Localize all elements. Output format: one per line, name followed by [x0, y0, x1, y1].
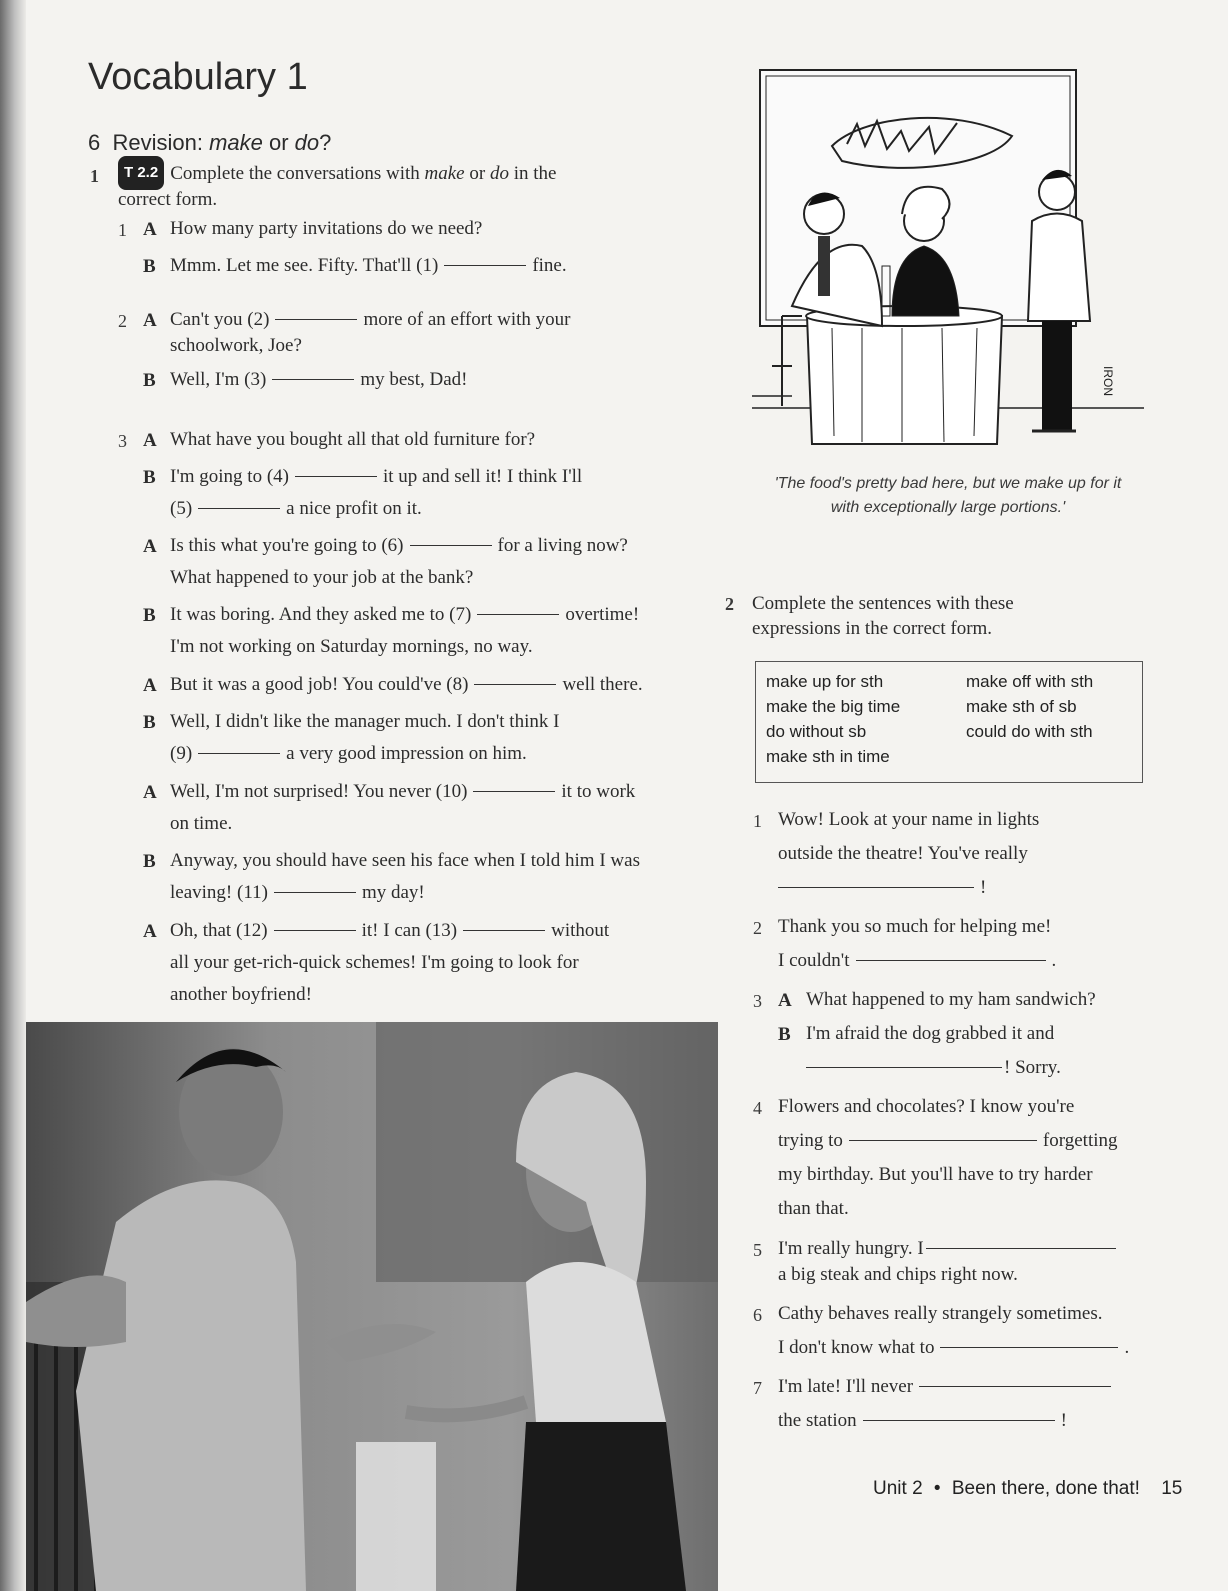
sentence-line: I'm afraid the dog grabbed it and [806, 1023, 1055, 1044]
expression-item: could do with sth [966, 722, 1093, 741]
answer-blank[interactable] [863, 1420, 1055, 1421]
sentence-line [778, 945, 1056, 977]
expression-item: make up for sth [766, 672, 884, 691]
speaker-label: B [143, 256, 156, 277]
exercise-2-number: 2 [725, 594, 734, 614]
line-text: I don't know what to [778, 1337, 935, 1358]
cartoon-caption [752, 472, 1144, 520]
conversation-number: 3 [118, 431, 127, 451]
speaker-label: A [143, 536, 157, 557]
sentence-line [778, 872, 986, 904]
line-text: a nice profit on it. [286, 498, 422, 519]
answer-blank[interactable] [274, 930, 356, 931]
line-text: I couldn't [778, 950, 850, 971]
speaker-label: A [143, 219, 157, 240]
dialogue-line: How many party invitations do we need? [170, 218, 483, 239]
sentence-line: Flowers and chocolates? I know you're [778, 1096, 1075, 1117]
dialogue-line: What have you bought all that old furniture for? [170, 429, 536, 450]
answer-blank[interactable] [275, 319, 357, 320]
dialogue-line: I'm not working on Saturday mornings, no way. [170, 636, 533, 657]
dialogue-line [170, 915, 609, 947]
answer-blank[interactable] [919, 1386, 1111, 1387]
section-heading [88, 130, 331, 156]
item-number: 6 [753, 1305, 762, 1325]
line-text: Oh, that (12) [170, 920, 268, 941]
answer-blank[interactable] [926, 1248, 1116, 1249]
sentence-line [806, 1052, 1061, 1084]
speaker-label: A [778, 990, 792, 1011]
line-text: I'm going to (4) [170, 466, 289, 487]
line-text: fine. [532, 255, 567, 276]
dialogue-line [170, 877, 425, 909]
answer-blank[interactable] [463, 930, 545, 931]
expression-item: make the big time [766, 697, 901, 716]
dialogue-line [170, 776, 635, 808]
page-footer [873, 1478, 1182, 1500]
line-text: Well, I'm (3) [170, 369, 267, 390]
answer-blank[interactable] [198, 508, 280, 509]
line-text: my day! [361, 882, 425, 903]
line-text: a very good impression on him. [286, 743, 527, 764]
audio-track-badge: T 2.2 [118, 156, 164, 190]
section-title-text: Revision: [112, 130, 210, 155]
line-text: the station [778, 1410, 857, 1431]
item-number: 5 [753, 1240, 762, 1260]
answer-blank[interactable] [778, 887, 974, 888]
line-text: it up and sell it! I think I'll [383, 466, 583, 487]
dialogue-line: on time. [170, 813, 233, 834]
line-text: without [551, 920, 610, 941]
expression-item: make sth of sb [966, 697, 1077, 716]
answer-blank[interactable] [444, 265, 526, 266]
item-number: 2 [753, 918, 762, 938]
line-text: forgetting [1042, 1130, 1118, 1151]
answer-blank[interactable] [940, 1347, 1118, 1348]
speaker-label: B [778, 1024, 791, 1045]
exercise-2-instruction: Complete the sentences with these [752, 593, 1014, 614]
answer-blank[interactable] [474, 684, 556, 685]
section-title-q: ? [319, 130, 332, 155]
speaker-label: B [143, 370, 156, 391]
sentence-line [778, 1371, 1117, 1403]
line-text: But it was a good job! You could've (8) [170, 674, 469, 695]
speaker-label: A [143, 310, 157, 331]
dialogue-line: schoolwork, Joe? [170, 335, 302, 356]
footer-title: Been there, done that! [951, 1478, 1140, 1499]
line-text: . [1051, 950, 1057, 971]
instr-make: make [424, 163, 465, 184]
speaker-label: B [143, 851, 156, 872]
caption-line: 'The food's pretty bad here, but we make up for it [774, 475, 1122, 492]
line-text: it! I can (13) [361, 920, 458, 941]
line-text: it to work [561, 781, 636, 802]
exercise-1-number: 1 [90, 166, 99, 186]
item-number: 1 [753, 811, 762, 831]
line-text: It was boring. And they asked me to (7) [170, 604, 472, 625]
exercise-1-instruction-line2: correct form. [118, 189, 218, 210]
page-title: Vocabulary 1 [88, 56, 308, 98]
speaker-label: A [143, 430, 157, 451]
sentence-line: What happened to my ham sandwich? [806, 989, 1096, 1010]
line-text: (9) [170, 743, 193, 764]
dialogue-line: another boyfriend! [170, 984, 312, 1005]
line-text: Can't you (2) [170, 309, 270, 330]
conversation-number: 1 [118, 220, 127, 240]
footer-unit: Unit 2 [873, 1478, 923, 1499]
dialogue-line [170, 364, 467, 396]
speaker-label: B [143, 467, 156, 488]
answer-blank[interactable] [295, 476, 377, 477]
sentence-line: Thank you so much for helping me! [778, 916, 1052, 937]
line-text: well there. [562, 674, 643, 695]
answer-blank[interactable] [856, 960, 1046, 961]
sentence-line: outside the theatre! You've really [778, 843, 1028, 864]
sentence-line [778, 1332, 1129, 1364]
answer-blank[interactable] [272, 379, 354, 380]
line-text: Well, I'm not surprised! You never (10) [170, 781, 468, 802]
footer-separator: • [933, 1478, 941, 1499]
sentence-line: Cathy behaves really strangely sometimes. [778, 1303, 1103, 1324]
item-number: 7 [753, 1378, 762, 1398]
exercise-2-instruction: expressions in the correct form. [752, 618, 993, 639]
dialogue-line [170, 599, 639, 631]
line-text: ! [1060, 1410, 1067, 1431]
section-number: 6 [88, 130, 101, 155]
dialogue-line [170, 738, 527, 770]
dialogue-line: Anyway, you should have seen his face when I told him I was [170, 850, 640, 871]
item-number: 4 [753, 1098, 762, 1118]
cartoonist-signature: IRON [1101, 366, 1115, 396]
section-title-or: or [262, 130, 295, 155]
instr-a: Complete the conversations with [170, 163, 425, 184]
answer-blank[interactable] [198, 753, 280, 754]
section-title-do: do [294, 130, 320, 155]
couple-arguing-photo [26, 1022, 718, 1591]
sentence-line: my birthday. But you'll have to try harder [778, 1164, 1093, 1185]
sentence-line [778, 1125, 1118, 1157]
instr-b: in the [508, 163, 557, 184]
speaker-label: A [143, 675, 157, 696]
line-text: Is this what you're going to (6) [170, 535, 404, 556]
expression-item: do without sb [766, 722, 867, 741]
dialogue-line: What happened to your job at the bank? [170, 567, 474, 588]
instr-or: or [464, 163, 490, 184]
item-number: 3 [753, 991, 762, 1011]
speaker-label: A [143, 921, 157, 942]
answer-blank[interactable] [849, 1140, 1037, 1141]
answer-blank[interactable] [410, 545, 492, 546]
instr-do: do [489, 163, 509, 184]
dialogue-line [170, 669, 643, 701]
speaker-label: A [143, 782, 157, 803]
section-title-make: make [209, 130, 263, 155]
caption-line: with exceptionally large portions.' [830, 499, 1066, 516]
expression-box [755, 661, 1143, 783]
line-text: ! [980, 877, 987, 898]
dialogue-line: all your get-rich-quick schemes! I'm going to look for [170, 952, 579, 973]
line-text: overtime! [565, 604, 640, 625]
dialogue-line [170, 250, 567, 282]
sentence-line: a big steak and chips right now. [778, 1264, 1018, 1285]
dialogue-line [170, 461, 582, 493]
answer-blank[interactable] [477, 614, 559, 615]
page-number: 15 [1161, 1478, 1183, 1499]
dialogue-line [170, 530, 628, 562]
line-text: (5) [170, 498, 193, 519]
sentence-line [778, 1405, 1067, 1437]
dialogue-line: Well, I didn't like the manager much. I don't think I [170, 711, 560, 732]
page-binding-shadow [0, 0, 26, 1591]
speaker-label: B [143, 605, 156, 626]
line-text: leaving! (11) [170, 882, 268, 903]
dialogue-line [170, 493, 422, 525]
line-text: I'm late! I'll never [778, 1376, 914, 1397]
line-text: . [1124, 1337, 1130, 1358]
speaker-label: B [143, 712, 156, 733]
restaurant-cartoon [752, 66, 1144, 448]
line-text: Mmm. Let me see. Fifty. That'll (1) [170, 255, 439, 276]
conversation-number: 2 [118, 311, 127, 331]
line-text: more of an effort with your [363, 309, 571, 330]
line-text: my best, Dad! [360, 369, 468, 390]
line-text: I'm really hungry. I [778, 1238, 924, 1259]
line-text: for a living now? [497, 535, 628, 556]
sentence-line: than that. [778, 1198, 849, 1219]
answer-blank[interactable] [806, 1067, 1002, 1068]
expression-item: make off with sth [966, 672, 1094, 691]
line-text: trying to [778, 1130, 843, 1151]
answer-blank[interactable] [274, 892, 356, 893]
line-text: ! Sorry. [1004, 1057, 1061, 1078]
sentence-line: Wow! Look at your name in lights [778, 809, 1040, 830]
expression-item: make sth in time [766, 747, 890, 766]
answer-blank[interactable] [473, 791, 555, 792]
